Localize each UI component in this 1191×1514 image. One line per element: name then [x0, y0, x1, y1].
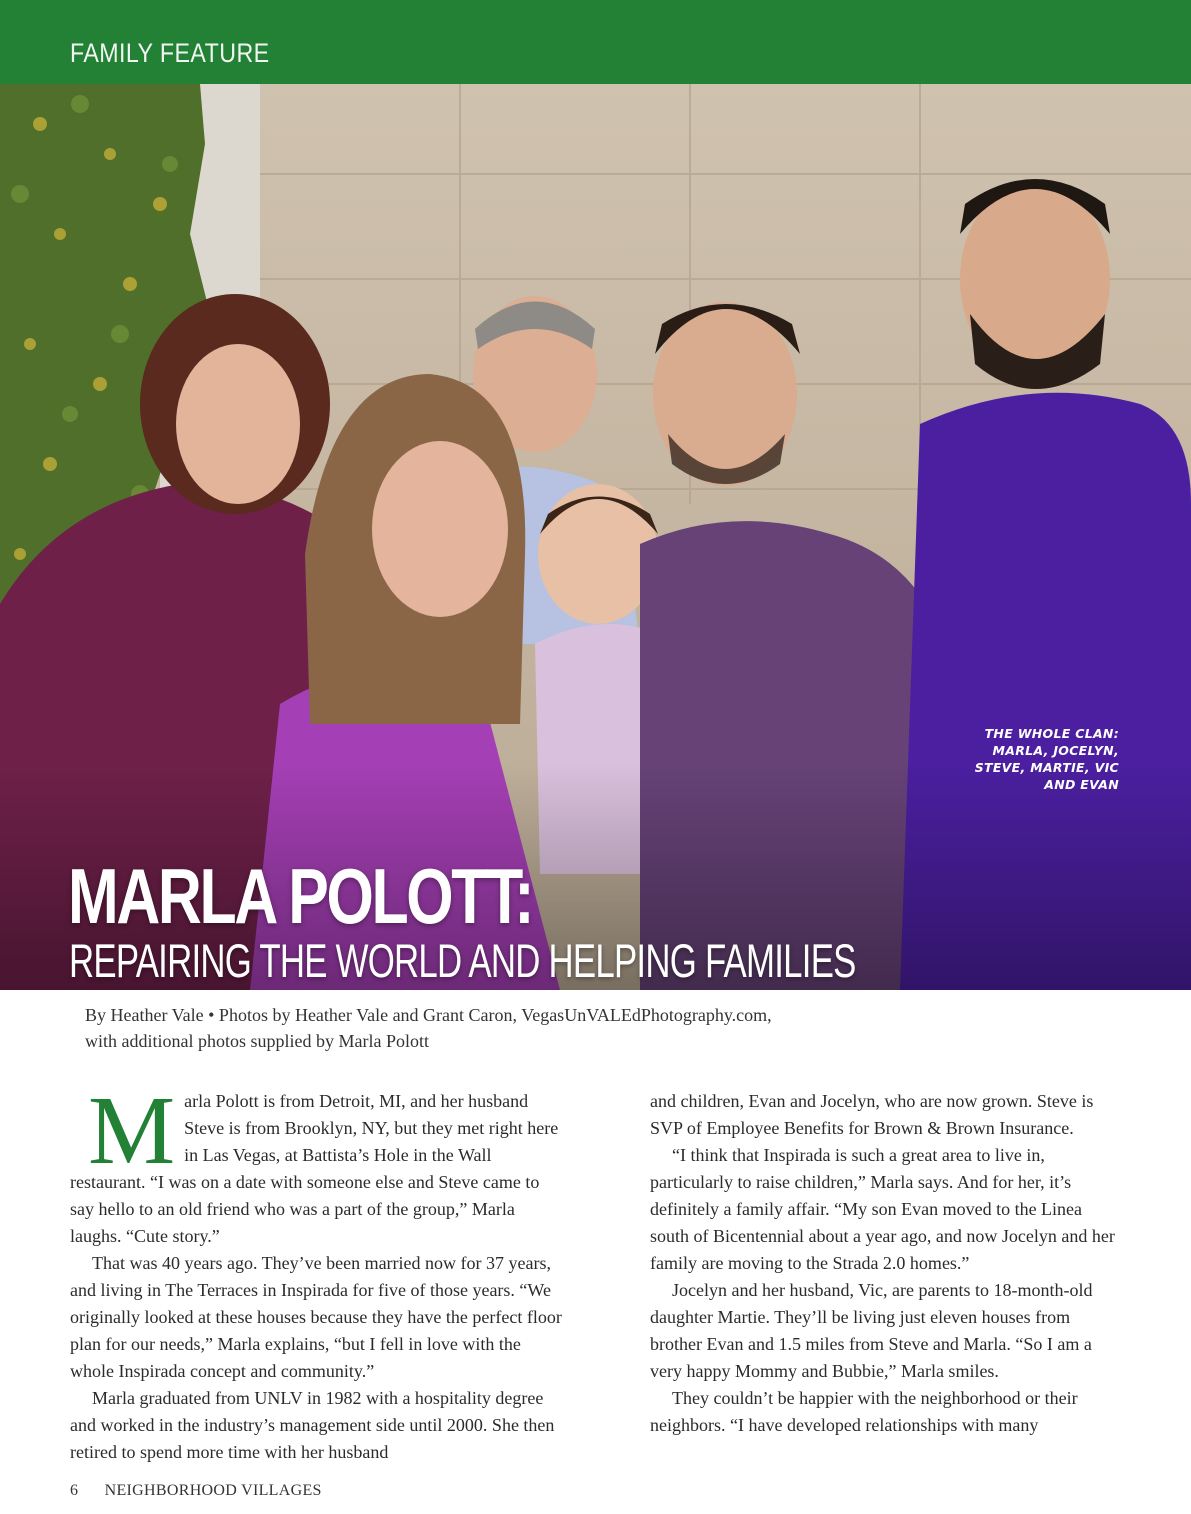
paragraph-4: and children, Evan and Jocelyn, who are now grown. Steve is SVP of Employee Benefits for Brown & Brown Insurance. [650, 1091, 1094, 1138]
paragraph-3: Marla graduated from UNLV in 1982 with a hospitality degree and worked in the industry’s management side until 2000. She then retired to spend more time with her husband [70, 1388, 555, 1462]
paragraph-2: That was 40 years ago. They’ve been married now for 37 years, and living in The Terraces in Inspirada for five of those years. “We originally looked at these houses because they have the perfect floor plan for our needs,” Marla explains, “but I fell in love with the whole Inspirada concept and community.” [70, 1253, 562, 1381]
paragraph-1-text: arla Polott is from Detroit, MI, and her husband Steve is from Brooklyn, NY, but they met right here in Las Vegas, at Battista’s Hole in the Wall restaurant. “I was on a date with someone else and Steve came to say hello to an old friend who was a part of the group,” Marla laughs. “Cute story.” [70, 1091, 559, 1246]
byline-line-1: By Heather Vale • Photos by Heather Vale and Grant Caron, VegasUnVALEdPhotography.com, [85, 1005, 772, 1025]
section-label: FAMILY FEATURE [70, 38, 270, 68]
byline [85, 1002, 985, 1054]
publication-name: NEIGHBORHOOD VILLAGES [104, 1482, 322, 1499]
article-column-left [70, 1077, 562, 1466]
photo-caption: THE WHOLE CLAN: MARLA, JOCELYN, STEVE, MARTIE, VIC AND EVAN [974, 726, 1119, 792]
paragraph-6: Jocelyn and her husband, Vic, are parents to 18-month-old daughter Martie. They’ll be living just eleven houses from brother Evan and 1.5 miles from Steve and Marla. “So I am a very happy Mommy and Bubbie,” Marla smiles. [650, 1280, 1093, 1381]
hero-photo [0, 84, 1191, 990]
paragraph-1 [70, 1077, 562, 1250]
article-title: MARLA POLOTT: [68, 852, 533, 940]
byline-line-2: with additional photos supplied by Marla Polott [85, 1031, 429, 1051]
page-footer [70, 1482, 322, 1500]
paragraph-5: “I think that Inspirada is such a great area to live in, particularly to raise children,” Marla says. And for her, it’s definitely a family affair. “My son Evan moved to the Linea south of Bicentennial about a year ago, and now Jocelyn and her family are moving to the Strada 2.0 homes.” [650, 1145, 1115, 1273]
article-subtitle: REPAIRING THE WORLD AND HELPING FAMILIES [69, 934, 856, 987]
article-column-right [650, 1088, 1120, 1439]
paragraph-7: They couldn’t be happier with the neighborhood or their neighbors. “I have developed relationships with many [650, 1388, 1078, 1435]
section-header-bar [0, 0, 1191, 84]
page-number: 6 [70, 1482, 79, 1499]
drop-cap: M [88, 1077, 176, 1185]
